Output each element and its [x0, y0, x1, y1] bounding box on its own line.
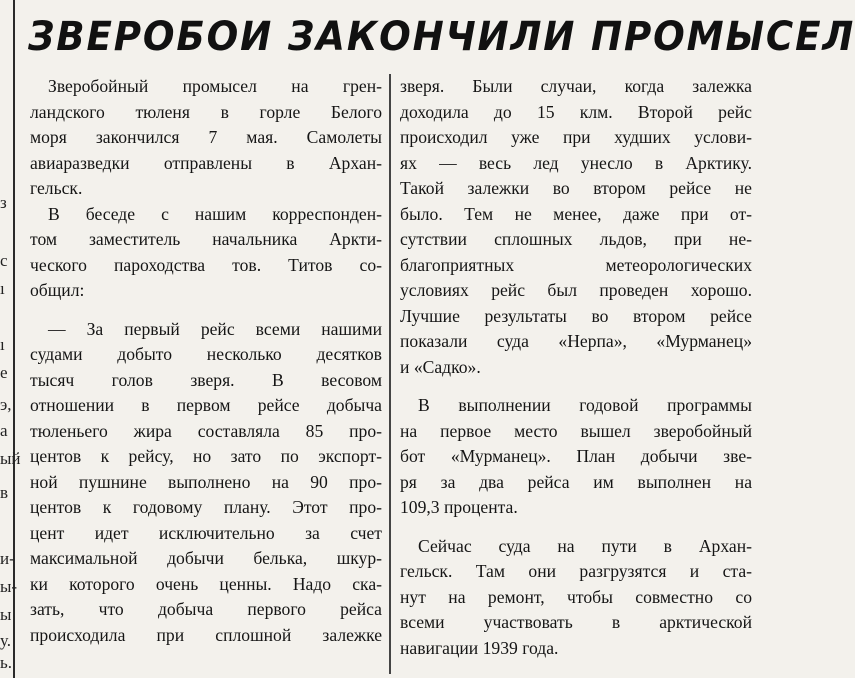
- text-line: В беседе с нашим корреспонден-: [48, 203, 382, 224]
- text-line: доходила до 15 клм. Второй рейс: [400, 101, 752, 122]
- text-line: всеми участвовать в арктической: [400, 612, 752, 632]
- text-line: гельск. Там они разгрузятся и ста-: [400, 561, 752, 581]
- adjacent-column-fragments: [0, 0, 21, 678]
- text-line: на первое место вышел зверобойный: [400, 420, 752, 441]
- text-line: цент идет исключительно за счет: [30, 522, 382, 543]
- text-line: ной пушнине выполнено на 90 про-: [30, 471, 382, 492]
- text-line: Такой залежки во втором рейсе не: [400, 178, 752, 198]
- text-line: благоприятных метеорологических: [400, 254, 752, 275]
- text-line: условиях рейс был проведен хорошо.: [400, 280, 752, 300]
- paragraph-gap: [400, 521, 752, 534]
- text-line: Сейчас суда на пути в Архан-: [418, 535, 752, 556]
- text-line: тюленьего жира составляла 85 про-: [30, 420, 382, 441]
- text-line: центов к рейсу, но зато по экспорт-: [30, 446, 382, 466]
- text-line: максимальной добычи белька, шкур-: [30, 548, 382, 568]
- text-line: сутствии сплошных льдов, при не-: [400, 229, 752, 249]
- text-line: Лучшие результаты во втором рейсе: [400, 305, 752, 326]
- fragment-text: з: [0, 193, 7, 212]
- fragment-text: ı: [0, 279, 5, 298]
- paragraph-gap: [30, 304, 382, 317]
- text-line: было. Тем не менее, даже при от-: [400, 203, 752, 224]
- text-line: авиаразведки отправлены в Архан-: [30, 152, 382, 173]
- text-line: гельск.: [30, 178, 83, 198]
- fragment-text: с: [0, 251, 8, 270]
- fragment-text: и-: [0, 549, 15, 568]
- fragment-text: в: [0, 483, 9, 502]
- text-line: моря закончился 7 мая. Самолеты: [30, 127, 382, 147]
- text-line: происходила при сплошной залежке: [30, 624, 382, 645]
- text-line: навигации 1939 года.: [400, 637, 559, 658]
- fragment-text: ы-: [0, 577, 18, 596]
- text-line: и «Садко».: [400, 356, 481, 377]
- text-line: ях — весь лед унесло в Арктику.: [400, 152, 752, 173]
- fragment-text: у.: [0, 631, 12, 650]
- text-line: показали суда «Нерпа», «Мурманец»: [400, 331, 752, 351]
- text-line: общил:: [30, 280, 85, 300]
- article-headline: ЗВЕРОБОИ ЗАКОНЧИЛИ ПРОМЫСЕЛ: [28, 14, 855, 60]
- fragment-text: а: [0, 421, 8, 440]
- fragment-text: ı: [0, 335, 5, 354]
- text-line: том заместитель начальника Аркти-: [30, 229, 382, 249]
- text-line: происходил уже при худших услови-: [400, 127, 752, 147]
- text-line: — За первый рейс всеми нашими: [48, 318, 382, 339]
- text-line: Зверобойный промысел на грен-: [48, 76, 382, 96]
- fragment-text: ый: [0, 449, 21, 468]
- fragment-text: э,: [0, 395, 12, 414]
- fragment-text: ы: [0, 605, 12, 624]
- article-column-1: [30, 74, 382, 648]
- text-line: центов к годовому плану. Этот про-: [30, 497, 382, 517]
- text-line: ландского тюленя в горле Белого: [30, 101, 382, 122]
- text-line: зать, что добыча первого рейса: [30, 599, 382, 619]
- paragraph-gap: [400, 380, 752, 393]
- fragment-text: ь.: [0, 653, 13, 672]
- article-column-2: [400, 74, 752, 661]
- text-line: ря за два рейса им выполнен на: [400, 471, 752, 492]
- text-line: бот «Мурманец». План добычи зве-: [400, 446, 752, 466]
- text-line: 109,3 процента.: [400, 497, 518, 517]
- text-line: нут на ремонт, чтобы совместно со: [400, 586, 752, 607]
- text-line: судами добыто несколько десятков: [30, 344, 382, 364]
- column-divider: [389, 74, 391, 674]
- text-line: зверя. Были случаи, когда залежка: [400, 76, 752, 96]
- text-line: ческого пароходства тов. Титов со-: [30, 254, 382, 275]
- fragment-text: е: [0, 363, 8, 382]
- text-line: В выполнении годовой программы: [418, 395, 752, 415]
- text-line: ки которого очень ценны. Надо ска-: [30, 573, 382, 594]
- text-line: отношении в первом рейсе добыча: [30, 395, 382, 415]
- text-line: тысяч голов зверя. В весовом: [30, 369, 382, 390]
